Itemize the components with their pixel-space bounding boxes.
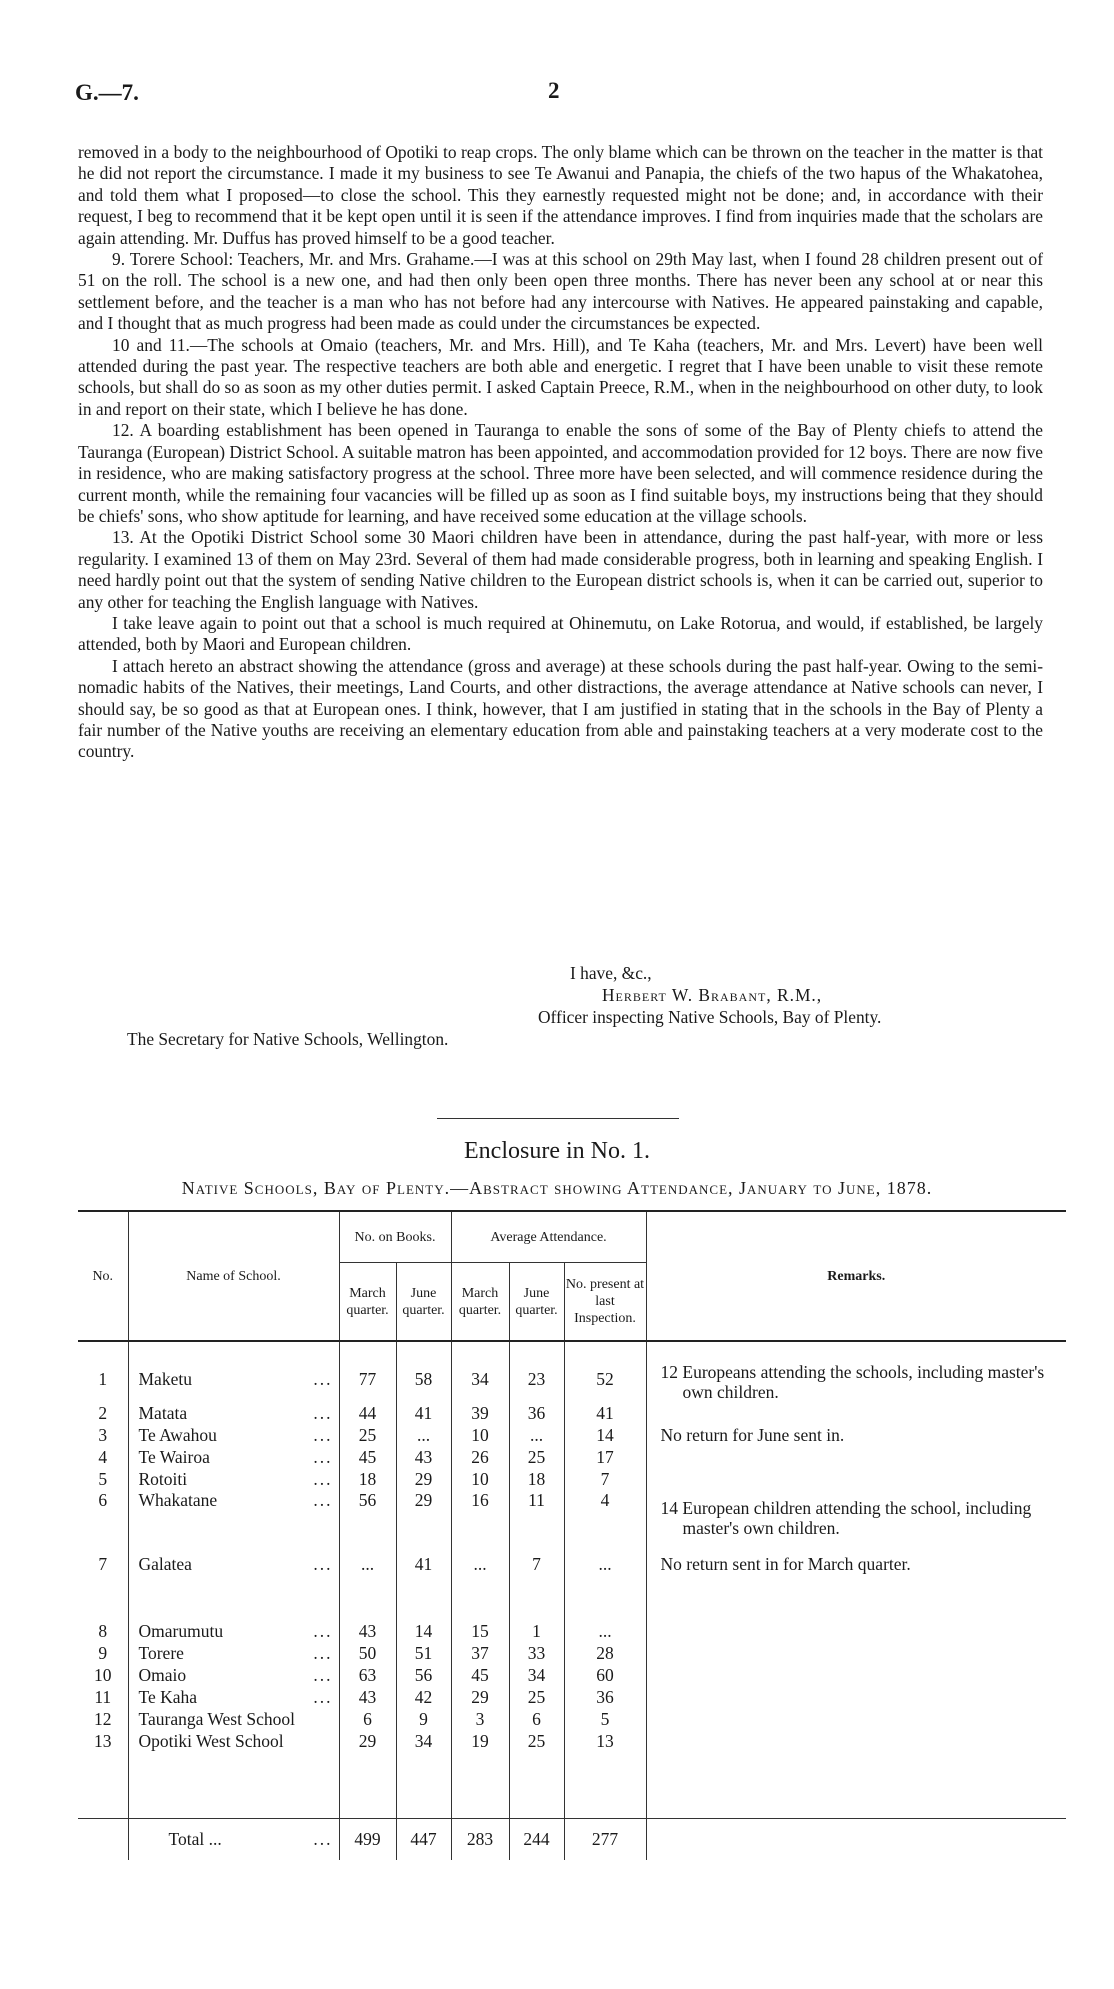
remark: 14 European children attending the school, including master's own children.	[660, 1498, 1032, 1538]
paragraph: removed in a body to the neighbourhood of Opotiki to reap crops. The only blame which can be thrown on the teacher in the matter is that he did not report the circumstance. I made it my business to see Te Awanui and Panapia, the chiefs of the two hapus of the Whakatohea, and told them what I proposed—to close the school. This they earnestly requested might not be done; and, in accordance with their request, I beg to recommend that it be kept open until it is seen if the attendance improves. I find from inquiries made that the scholars are again attending. Mr. Duffus has proved himself to be a good teacher.	[78, 142, 1043, 248]
col-header-average: Average Attendance.	[451, 1211, 646, 1263]
table-row: 2 Matata ... 44 41 39 36 41	[78, 1402, 1066, 1424]
total-row: Total ... ... 499 447 283 244 277	[78, 1818, 1066, 1860]
paragraph: 12. A boarding establishment has been opened in Tauranga to enable the sons of some of the Bay of Plenty chiefs to attend the Tauranga (European) District School. A suitable matron has been appointed, and accommodation provided for 12 boys. There are now five in residence, who are making satisfactory progress at the school. Three more have been selected, and will commence residence during the current month, while the remaining four vacancies will be filled up as soon as I find suitable boys, my instructions being that they should be chiefs' sons, who show aptitude for learning, and have received some education at the village schools.	[78, 420, 1043, 526]
paragraph: 9. Torere School: Teachers, Mr. and Mrs. Grahame.—I was at this school on 29th May last, when I found 28 children present out of 51 on the roll. The school is a new one, and had then only been open three months. There has never been any school at or near this settlement before, and the teacher is a man who has not before had any intercourse with Natives. He appeared painstaking and capable, and I thought that as much progress had been made as could under the circumstances be expected.	[78, 249, 1043, 334]
enclosure-subtitle: Native Schools, Bay of Plenty.—Abstract showing Attendance, January to June, 1878.	[181, 1178, 933, 1198]
table-row: 10 Omaio ... 63 56 45 34 60	[78, 1664, 1066, 1686]
paragraph: 10 and 11.—The schools at Omaio (teachers, Mr. and Mrs. Hill), and Te Kaha (teachers, Mr. and Mrs. Levert) have been well attended during the past year. The respective teachers are both able and energetic. I regret that I have been unable to visit these remote schools, but shall do so as soon as my other duties permit. I asked Captain Preece, R.M., when in the neighbourhood on other duty, to look in and report on their state, which I believe he has done.	[78, 334, 1043, 419]
table-row: 4 Te Wairoa ... 45 43 26 25 17	[78, 1446, 1066, 1468]
col-header-remarks: Remarks.	[827, 1268, 886, 1284]
total-march-books: 499	[339, 1818, 396, 1860]
table-row: 3 Te Awahou ... 25 ... 10 ... 14 No return for June sent in.	[78, 1424, 1066, 1446]
enclosure-title: Enclosure in No. 1.	[464, 1138, 650, 1164]
signature-title: Officer inspecting Native Schools, Bay of Plenty.	[538, 1007, 882, 1027]
col-header-june-avg: June quarter.	[509, 1263, 564, 1342]
table-row: 5 Rotoiti ... 18 29 10 18 7	[78, 1468, 1066, 1490]
remark: 12 Europeans attending the schools, including master's own children.	[660, 1362, 1045, 1402]
col-header-june-books: June quarter.	[396, 1263, 451, 1342]
paragraph: 13. At the Opotiki District School some 30 Maori children have been in attendance, during the past half-year, with more or less regularity. I examined 13 of them on May 23rd. Several of them had made considerable progress, both in learning and speaking English. I need hardly point out that the system of sending Native children to the European district schools is, when it can be carried out, superior to any other for teaching the English language with Natives.	[78, 527, 1043, 612]
col-header-books: No. on Books.	[339, 1211, 451, 1263]
total-march-avg: 283	[451, 1818, 509, 1860]
table-row	[78, 1774, 1066, 1796]
table-row	[78, 1752, 1066, 1774]
page-number: 2	[548, 78, 560, 103]
attendance-table	[78, 1210, 1066, 1860]
total-june-books: 447	[396, 1818, 451, 1860]
document-reference: G.—7.	[75, 80, 139, 105]
remark: No return for June sent in.	[660, 1425, 845, 1445]
signature-name: Herbert W. Brabant, R.M.,	[602, 985, 823, 1005]
col-header-march-books: March quarter.	[339, 1263, 396, 1342]
col-header-march-avg: March quarter.	[451, 1263, 509, 1342]
table-row: 6 Whakatane ... 56 29 16 11 4 14 European children attending the school, including master's own children.	[78, 1490, 1066, 1554]
table-row: 7 Galatea ... ... 41 ... 7 ... No return sent in for March quarter.	[78, 1554, 1066, 1620]
table-row: 12 Tauranga West School 6 9 3 6 5	[78, 1708, 1066, 1730]
table-row	[78, 1796, 1066, 1818]
section-divider	[437, 1118, 679, 1119]
table-row: 13 Opotiki West School 29 34 19 25 13	[78, 1730, 1066, 1752]
paragraph: I take leave again to point out that a school is much required at Ohinemutu, on Lake Rotorua, and would, if established, be largely attended, both by Maori and European children.	[78, 612, 1043, 655]
report-body	[78, 142, 1043, 763]
total-present: 277	[564, 1818, 646, 1860]
paragraph: I attach hereto an abstract showing the attendance (gross and average) at these schools during the past half-year. Owing to the semi-nomadic habits of the Natives, their meetings, Land Courts, and other distractions, the average attendance at Native schools can never, I should say, be so good as that at European ones. I think, however, that I am justified in stating that in the schools in the Bay of Plenty a fair number of the Native youths are receiving an elementary education from able and painstaking teachers at a very moderate cost to the country.	[78, 655, 1043, 762]
remark: No return sent in for March quarter.	[660, 1554, 911, 1574]
total-june-avg: 244	[509, 1818, 564, 1860]
col-header-present: No. present at last Inspection.	[564, 1263, 646, 1342]
col-header-name: Name of School.	[128, 1211, 339, 1341]
table-row: 8 Omarumutu ... 43 14 15 1 ...	[78, 1620, 1066, 1642]
table-row: 9 Torere ... 50 51 37 33 28	[78, 1642, 1066, 1664]
total-label: Total ...	[168, 1828, 222, 1849]
table-row: 1 Maketu ... 77 58 34 23 52 12 Europeans attending the schools, including master's own children.	[78, 1341, 1066, 1402]
signature-closing: I have, &c.,	[570, 963, 652, 983]
addressee: The Secretary for Native Schools, Wellington.	[127, 1029, 449, 1049]
col-header-no: No.	[78, 1211, 128, 1341]
table-row: 11 Te Kaha ... 43 42 29 25 36	[78, 1686, 1066, 1708]
